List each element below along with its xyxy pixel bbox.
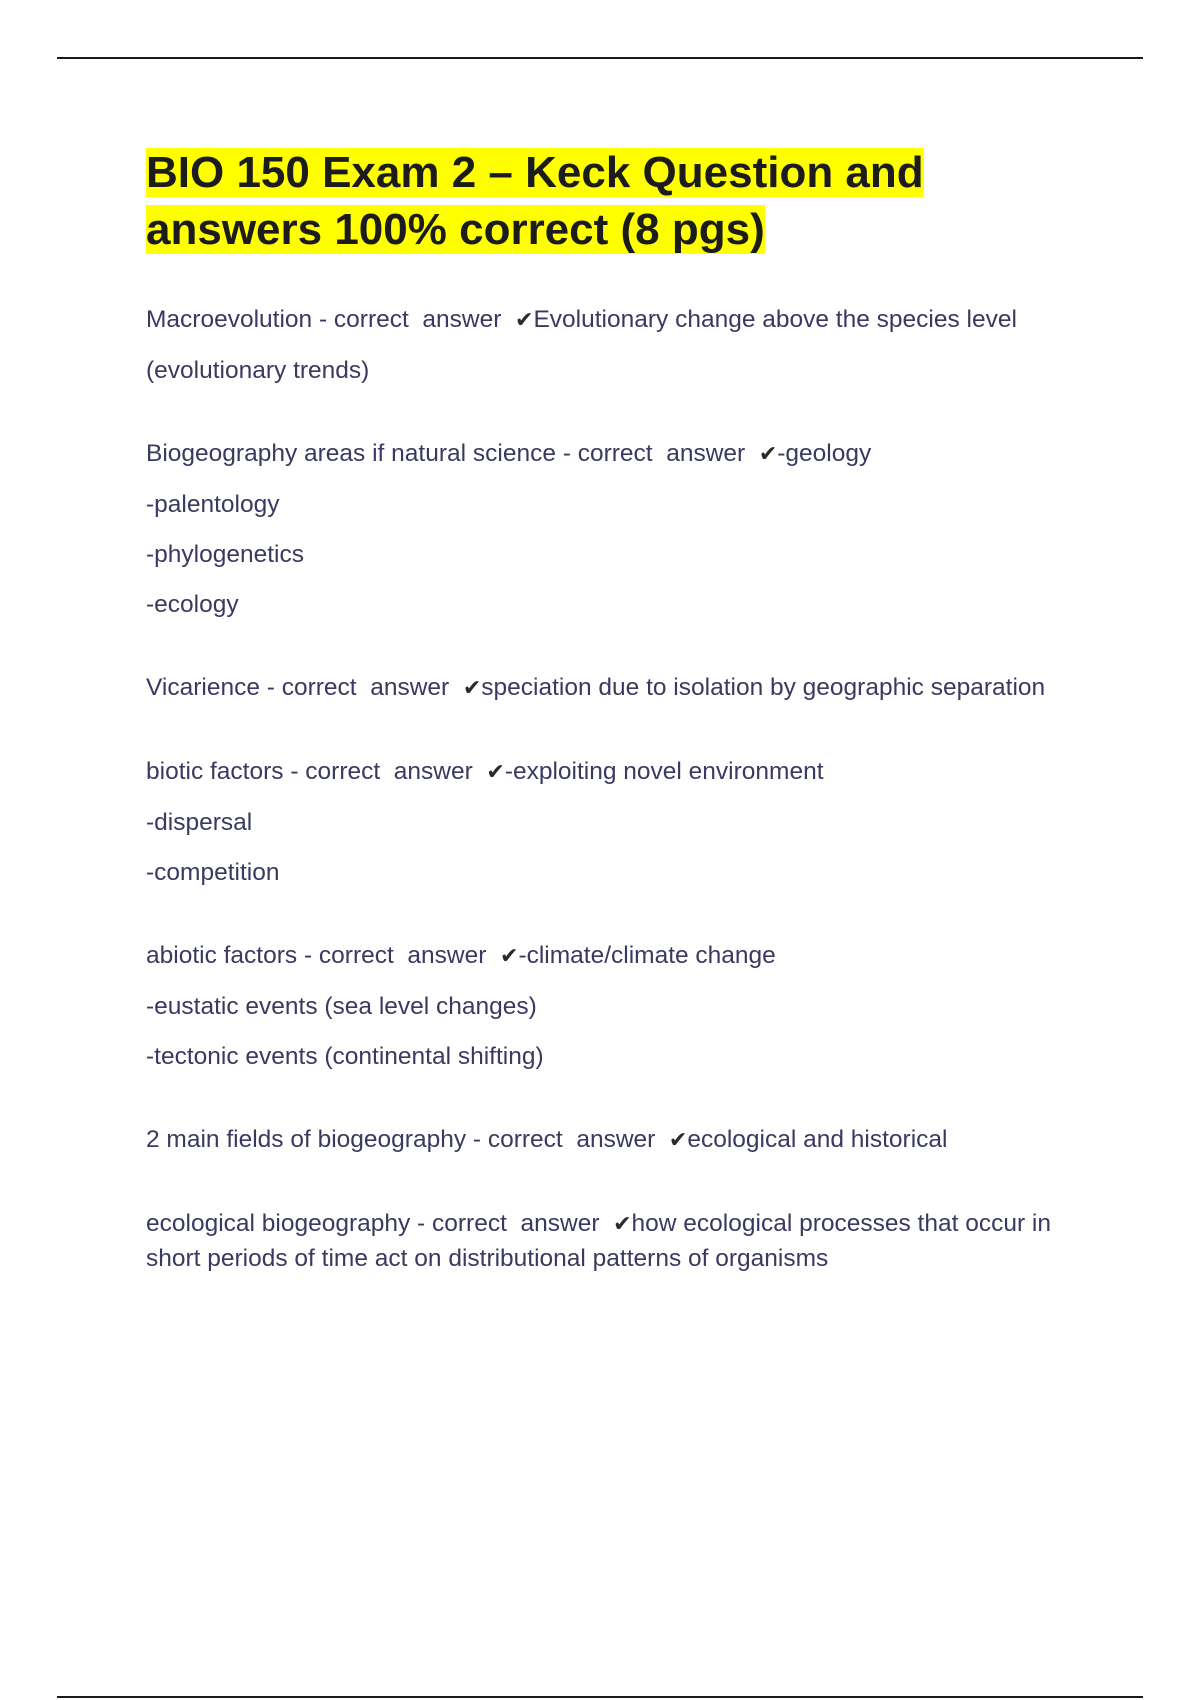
qa-answer: how ecological processes that occur in short periods of time act on distributional patterns of organisms — [146, 1210, 1058, 1272]
qa-answer-line: -tectonic events (continental shifting) — [146, 1043, 544, 1070]
checkmark-icon: ✔ — [462, 676, 482, 701]
document-body — [146, 144, 1076, 1325]
qa-answer: -exploiting novel environment — [504, 758, 824, 785]
qa-answer: ecological and historical — [687, 1126, 948, 1153]
qa-term: Vicarience - correct answer — [146, 674, 463, 701]
qa-term: Macroevolution - correct answer — [146, 306, 515, 333]
qa-question-line — [146, 671, 1076, 706]
checkmark-icon: ✔ — [486, 760, 505, 785]
qa-item — [146, 939, 1076, 1074]
qa-question-line — [146, 1207, 1076, 1276]
qa-term: biotic factors - correct answer — [146, 758, 487, 785]
checkmark-icon: ✔ — [515, 308, 534, 333]
checkmark-icon: ✔ — [500, 944, 519, 969]
qa-question-line — [146, 303, 1076, 338]
qa-answer-line: -palentology — [146, 491, 280, 518]
checkmark-icon: ✔ — [668, 1128, 688, 1153]
footer-rule — [57, 1696, 1143, 1698]
qa-question-line — [146, 1123, 1076, 1158]
qa-item — [146, 303, 1076, 388]
qa-answer: -climate/climate change — [518, 942, 776, 969]
qa-term: abiotic factors - correct answer — [146, 942, 501, 969]
qa-item — [146, 437, 1076, 622]
qa-list — [146, 303, 1076, 1276]
document-title — [146, 144, 1076, 258]
qa-answer: speciation due to isolation by geographic separation — [481, 674, 1046, 701]
qa-term: 2 main fields of biogeography - correct answer — [146, 1126, 669, 1153]
header-rule — [57, 57, 1143, 59]
qa-item — [146, 1123, 1076, 1158]
qa-answer-line: (evolutionary trends) — [146, 357, 370, 384]
qa-answer-line: -competition — [146, 859, 280, 886]
qa-answer: Evolutionary change above the species level — [533, 306, 1017, 333]
qa-item — [146, 1207, 1076, 1276]
qa-item — [146, 671, 1076, 706]
qa-item — [146, 755, 1076, 890]
qa-answer-line: -eustatic events (sea level changes) — [146, 993, 537, 1020]
qa-question-line — [146, 437, 1076, 472]
qa-answer: -geology — [777, 440, 872, 467]
qa-question-line — [146, 755, 1076, 790]
qa-term: ecological biogeography - correct answer — [146, 1210, 614, 1237]
qa-term: Biogeography areas if natural science - correct answer — [146, 440, 759, 467]
checkmark-icon: ✔ — [613, 1212, 632, 1237]
qa-question-line — [146, 939, 1076, 974]
title-highlight: BIO 150 Exam 2 – Keck Question and answers 100% correct (8 pgs) — [146, 148, 924, 254]
qa-answer-line: -dispersal — [146, 809, 253, 836]
qa-answer-line: -ecology — [146, 591, 239, 618]
checkmark-icon: ✔ — [758, 442, 778, 467]
qa-answer-line: -phylogenetics — [146, 541, 304, 568]
